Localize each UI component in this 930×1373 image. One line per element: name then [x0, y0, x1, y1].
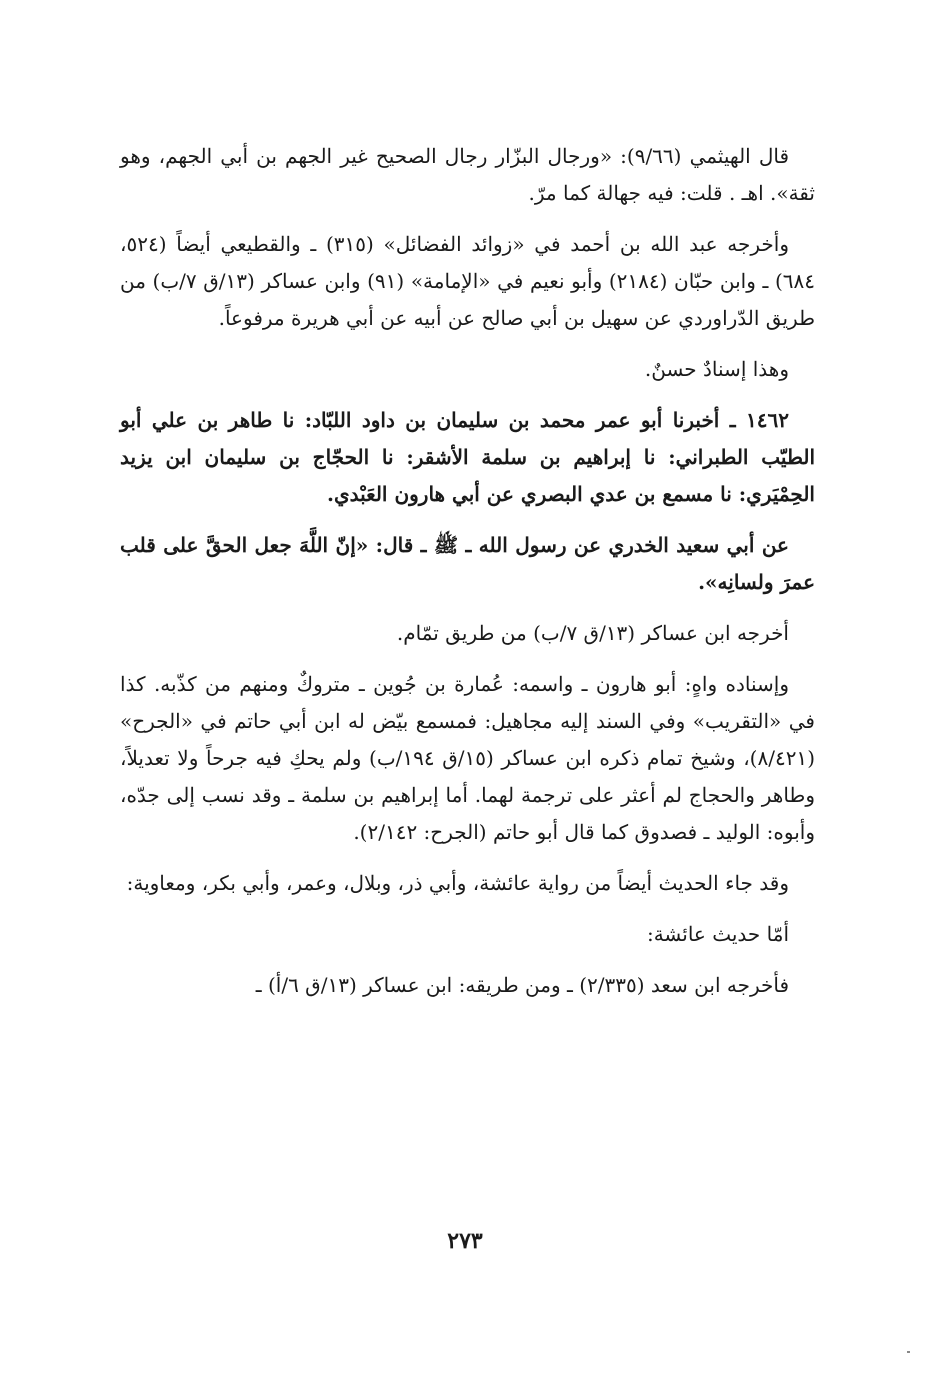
- paragraph-isnad-hasan: وهذا إسنادٌ حسنٌ.: [644, 357, 789, 381]
- paragraph-ibn-saad: فأخرجه ابن سعد (٢/٣٣٥) ـ ومن طريقه: ابن عساكر (١٣/ق ٦/أ) ـ: [255, 973, 789, 997]
- paragraph-haythami: قال الهيثمي (٩/٦٦): «ورجال البزّار رجال الصحيح غير الجهم بن أبي الجهم، وهو ثقة». اهـ . قلت: فيه جهالة كما مرّ.: [120, 144, 815, 205]
- paragraph-other-narrations: وقد جاء الحديث أيضاً من رواية عائشة، وأبي ذر، وبلال، وعمر، وأبي بكر، ومعاوية:: [126, 871, 789, 895]
- hadith-1462-isnad: ١٤٦٢ ـ أخبرنا أبو عمر محمد بن سليمان بن داود اللبّاد: نا طاهر بن علي أبو الطيّب الطبراني: نا إبراهيم بن سلمة الأشقر: نا الحجّاج بن سليمان ابن يزيد الحِمْيَري: نا مسمع بن عدي البصري عن أبي هارون العَبْدي.: [120, 408, 815, 506]
- paragraph-takhrij-ibn-asakir: أخرجه ابن عساكر (١٣/ق ٧/ب) من طريق تمّام.: [396, 621, 789, 645]
- page-number: ٢٧٣: [447, 1228, 483, 1254]
- page-body: [120, 138, 815, 1018]
- paragraph-isnad-wah: وإسناده واهٍ: أبو هارون ـ واسمه: عُمارة بن جُوين ـ متروكٌ ومنهم من كذّبه. كذا في «التقريب» وفي السند إليه مجاهيل: فمسمع بيّض له ابن أبي حاتم في «الجرح» (٨/٤٢١)، وشيخ تمام ذكره ابن عساكر (١٥/ق ١٩٤/ب) ولم يحكِ فيه جرحاً ولا تعديلاً، وطاهر والحجاج لم أعثر على ترجمة لهما. أما إبراهيم بن سلمة ـ وقد نسب إلى جدّه، وأبوه: الوليد ـ فصدوق كما قال أبو حاتم (الجرح: ٢/١٤٢).: [120, 672, 815, 844]
- paragraph-aisha-heading: أمّا حديث عائشة:: [646, 922, 789, 946]
- paragraph-takhrij-abdullah: وأخرجه عبد الله بن أحمد في «زوائد الفضائل» (٣١٥) ـ والقطيعي أيضاً (٥٢٤، ٦٨٤) ـ وابن حبّان (٢١٨٤) وأبو نعيم في «الإمامة» (٩١) وابن عساكر (١٣/ق ٧/ب) من طريق الدّراوردي عن سهيل بن أبي صالح عن أبيه عن أبي هريرة مرفوعاً.: [120, 232, 815, 330]
- hadith-1462-matn: عن أبي سعيد الخدري عن رسول الله ـ ﷺ ـ قال: «إنّ اللَّهَ جعل الحقَّ على قلب عمرَ ولسانِه».: [120, 533, 815, 594]
- scan-speck: [907, 1351, 910, 1353]
